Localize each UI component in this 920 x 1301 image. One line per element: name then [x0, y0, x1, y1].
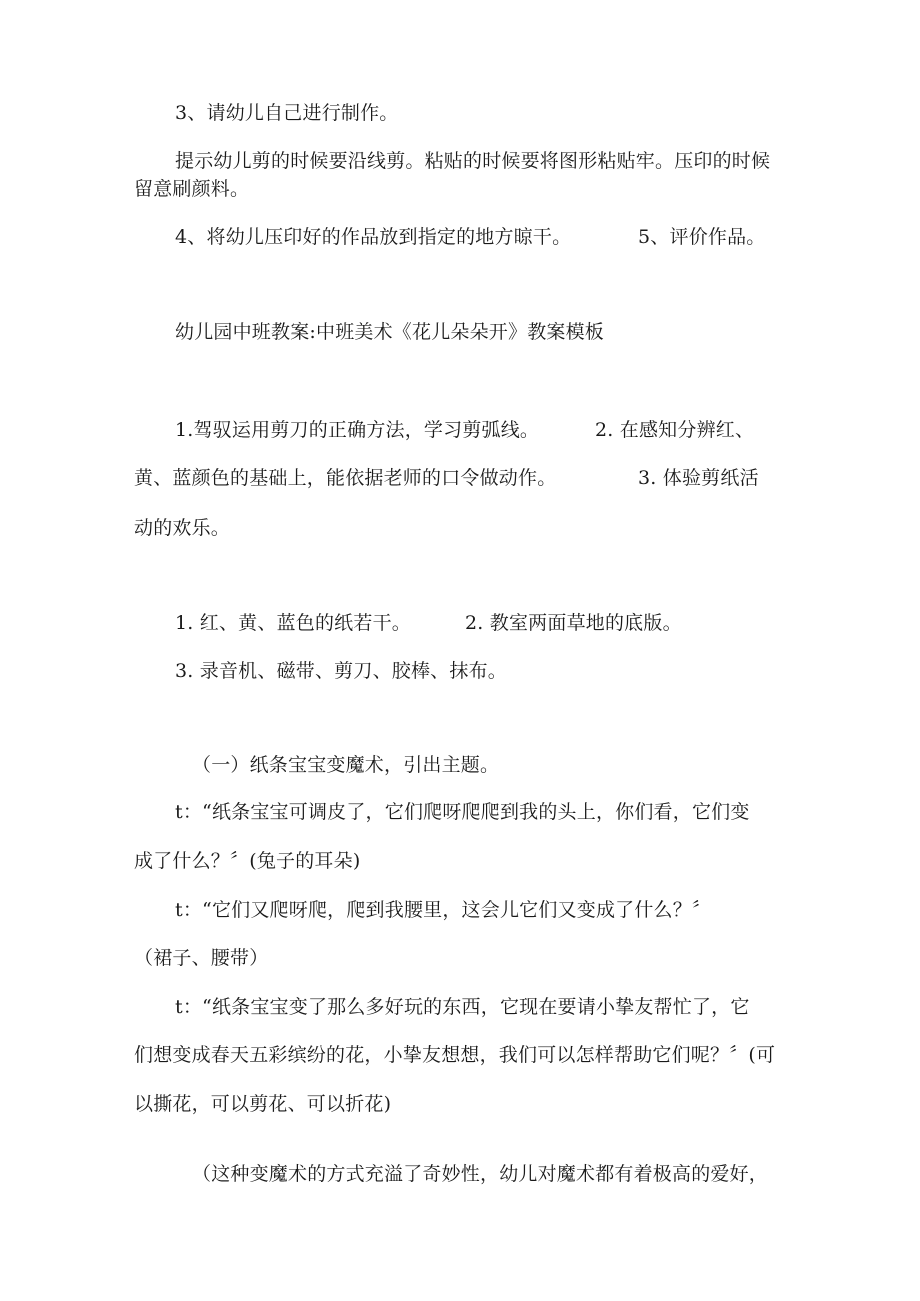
step-5-text: 5、评价作品。: [638, 226, 766, 248]
teacher-line-3b: 们想变成春天五彩缤纷的花，小挚友想想，我们可以怎样帮助它们呢？〞(可: [134, 1044, 776, 1066]
step-4-text: 4、将幼儿压印好的作品放到指定的地方晾干。: [175, 226, 572, 248]
teacher-line-1b: 成了什么？〞(兔子的耳朵): [134, 850, 361, 872]
prep-2-text: 2. 教室两面草地的底版。: [465, 612, 682, 634]
lesson-title: 幼儿园中班教案:中班美术《花儿朵朵开》教案模板: [175, 321, 605, 343]
goal-2-text-end: 黄、蓝颜色的基础上，能依据老师的口令做动作。: [134, 467, 557, 489]
note-line-1: （这种变魔术的方式充溢了奇妙性，幼儿对魔术都有着极高的爱好，: [192, 1163, 769, 1185]
step-3-text: 3、请幼儿自己进行制作。: [175, 102, 399, 124]
teacher-line-3a: t：“纸条宝宝变了那么多好玩的东西，它现在要请小挚友帮忙了，它: [175, 996, 750, 1018]
section-1-heading: （一）纸条宝宝变魔术，引出主题。: [192, 754, 500, 776]
teacher-line-2a: t：“它们又爬呀爬，爬到我腰里，这会儿它们又变成了什么？〞: [175, 899, 712, 921]
prep-1-text: 1. 红、黄、蓝色的纸若干。: [175, 612, 411, 634]
teacher-line-2b: （裙子、腰带）: [134, 947, 269, 969]
tip-line-1: 提示幼儿剪的时候要沿线剪。粘贴的时候要将图形粘贴牢。压印的时候: [175, 150, 771, 172]
prep-3-text: 3. 录音机、磁带、剪刀、胶棒、抹布。: [175, 660, 507, 682]
goal-3-text-end: 动的欢乐。: [134, 517, 231, 539]
goal-1-text: 1.驾驭运用剪刀的正确方法，学习剪弧线。: [175, 419, 540, 441]
tip-line-2: 留意刷颜料。: [134, 178, 250, 200]
goal-2-text-start: 2. 在感知分辨红、: [595, 419, 755, 441]
teacher-line-1a: t：“纸条宝宝可调皮了，它们爬呀爬爬到我的头上，你们看，它们变: [175, 801, 750, 823]
goal-3-text-start: 3. 体验剪纸活: [638, 467, 759, 489]
teacher-line-3c: 以撕花，可以剪花、可以折花): [134, 1093, 392, 1115]
